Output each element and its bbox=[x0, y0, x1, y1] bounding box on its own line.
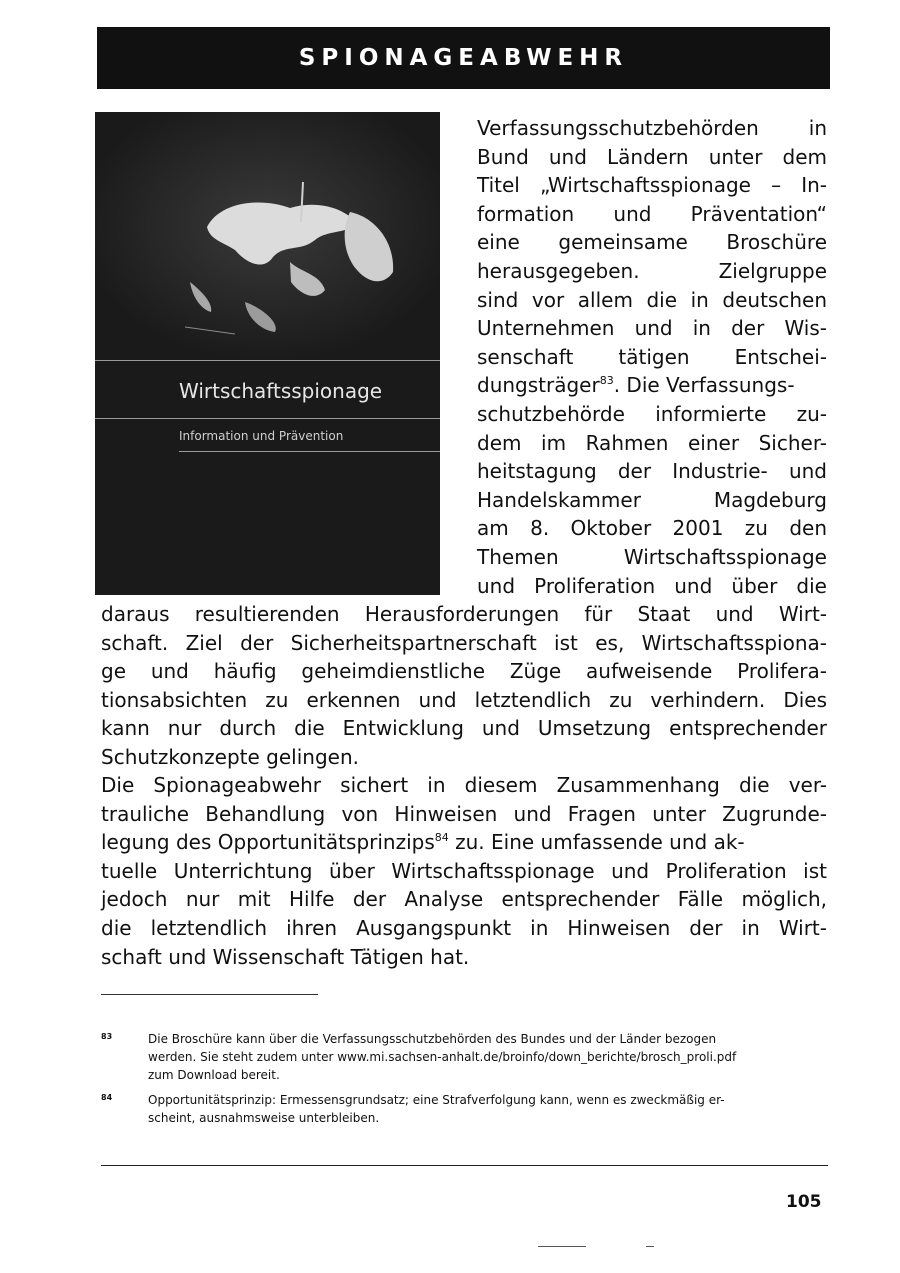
cover-rule-bottom bbox=[179, 451, 440, 452]
text-line: Bund und Ländern unter dem bbox=[477, 144, 827, 169]
paragraph-1 bbox=[101, 600, 827, 772]
text-line: Themen Wirtschaftsspionage bbox=[477, 544, 827, 569]
globe-illustration bbox=[95, 112, 440, 362]
text-line: kann nur durch die Entwicklung und Umsetzung entsprechender bbox=[101, 716, 827, 741]
section-title: SPIONAGEABWEHR bbox=[298, 45, 629, 71]
text-line-with-footnote-ref bbox=[101, 828, 827, 857]
text-line: daraus resultierenden Herausforderungen für Staat und Wirt- bbox=[101, 602, 827, 626]
text-line: trauliche Behandlung von Hinweisen und Fragen unter Zugrunde- bbox=[101, 801, 827, 826]
footnote-text bbox=[148, 1091, 828, 1127]
footnote-separator bbox=[101, 994, 318, 995]
section-header bbox=[97, 27, 830, 89]
text-line: Die Spionageabwehr sichert in diesem Zusammenhang die ver- bbox=[101, 773, 827, 797]
text-line-with-footnote-ref bbox=[477, 371, 827, 400]
text-line: tionsabsichten zu erkennen und letztendlich zu verhindern. Dies bbox=[101, 687, 827, 712]
text-line: sind vor allem die in deutschen bbox=[477, 287, 827, 312]
text-line: heitstagung der Industrie- und bbox=[477, 459, 827, 484]
footnote-84 bbox=[101, 1091, 828, 1127]
text-line: Handelskammer Magdeburg bbox=[477, 487, 827, 512]
text-line: eine gemeinsame Broschüre bbox=[477, 230, 827, 255]
cover-title: Wirtschaftsspionage bbox=[179, 379, 383, 403]
cover-rule-top bbox=[95, 360, 440, 361]
text-line: herausgegeben. Zielgruppe bbox=[477, 258, 827, 283]
right-column-text bbox=[477, 114, 827, 600]
page-footer-rule bbox=[101, 1165, 828, 1166]
footnote-line: Die Broschüre kann über die Verfassungsschutzbehörden des Bundes und der Länder bezogen bbox=[148, 1032, 717, 1046]
text-line: jedoch nur mit Hilfe der Analyse entsprechender Fälle möglich, bbox=[101, 887, 827, 912]
text-fragment: dungsträger bbox=[477, 373, 600, 398]
text-line: ge und häufig geheimdienstliche Züge aufweisende Prolifera- bbox=[101, 659, 827, 684]
text-line: schaft und Wissenschaft Tätigen hat. bbox=[101, 944, 470, 969]
scan-artifact bbox=[538, 1246, 586, 1247]
text-line: dem im Rahmen einer Sicher- bbox=[477, 430, 827, 455]
text-line: Titel „Wirtschaftsspionage – In- bbox=[477, 173, 827, 198]
cover-subtitle: Information und Prävention bbox=[179, 429, 344, 443]
text-fragment: . Die Verfassungs- bbox=[613, 373, 795, 398]
text-line: Schutzkonzepte gelingen. bbox=[101, 744, 359, 769]
footnote-line: zum Download bereit. bbox=[148, 1068, 280, 1082]
text-line: formation und Präventation“ bbox=[477, 201, 827, 226]
page-number: 105 bbox=[786, 1192, 822, 1212]
text-line: und Proliferation und über die bbox=[477, 573, 827, 598]
text-line: Verfassungsschutzbehörden in bbox=[477, 116, 827, 140]
footnote-ref-83: 83 bbox=[599, 374, 614, 388]
footnote-number: 84 bbox=[101, 1093, 113, 1102]
text-line: senschaft tätigen Entschei- bbox=[477, 344, 827, 369]
cover-rule-middle bbox=[95, 418, 440, 419]
text-fragment: legung des Opportunitätsprinzips bbox=[101, 830, 435, 855]
text-line: tuelle Unterrichtung über Wirtschaftsspionage und Proliferation ist bbox=[101, 858, 827, 883]
text-line: Unternehmen und in der Wis- bbox=[477, 316, 827, 341]
footnote-number: 83 bbox=[101, 1032, 113, 1041]
text-fragment: zu. Eine umfassende und ak- bbox=[448, 830, 745, 855]
footnote-line: Opportunitätsprinzip: Ermessensgrundsatz; eine Strafverfolgung kann, wenn es zweckmäßig er- bbox=[148, 1093, 725, 1107]
brochure-cover-image bbox=[95, 112, 440, 595]
text-line: am 8. Oktober 2001 zu den bbox=[477, 516, 827, 541]
footnote-text bbox=[148, 1030, 828, 1084]
footnote-83 bbox=[101, 1030, 828, 1084]
text-line: schaft. Ziel der Sicherheitspartnerschaft ist es, Wirtschaftsspiona- bbox=[101, 630, 827, 655]
text-line: die letztendlich ihren Ausgangspunkt in Hinweisen der in Wirt- bbox=[101, 915, 827, 940]
scan-artifact bbox=[646, 1246, 654, 1247]
text-line: schutzbehörde informierte zu- bbox=[477, 401, 827, 426]
footnote-ref-84: 84 bbox=[434, 831, 449, 845]
footnote-line: werden. Sie steht zudem unter www.mi.sachsen-anhalt.de/broinfo/down_berichte/brosch_proli.pdf bbox=[148, 1050, 737, 1064]
paragraph-2 bbox=[101, 771, 827, 971]
footnote-line: scheint, ausnahmsweise unterbleiben. bbox=[148, 1111, 380, 1125]
